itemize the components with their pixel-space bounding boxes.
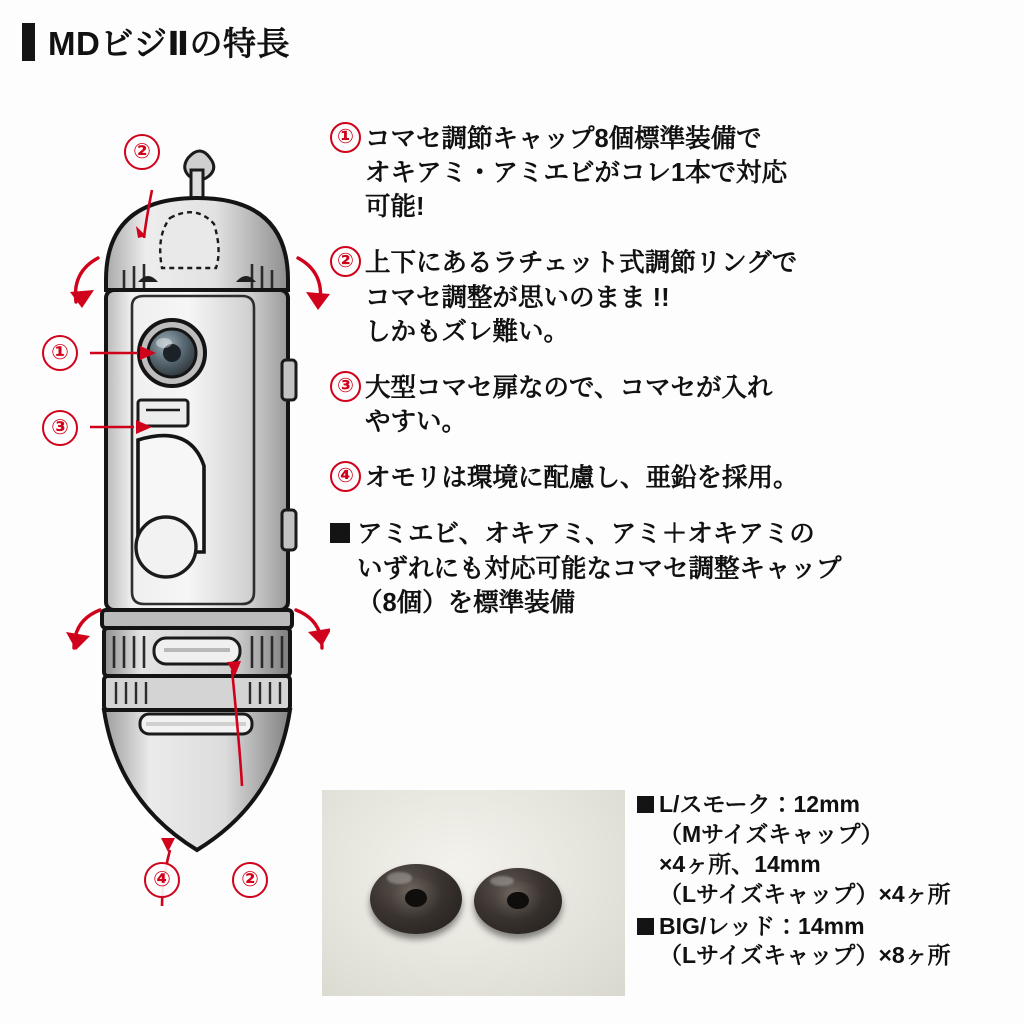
feature-line: 可能!: [365, 193, 425, 222]
feature-line: しかもズレ難い。: [365, 317, 570, 346]
feature-line: アミエビ、オキアミ、アミ＋オキアミの: [357, 520, 815, 549]
callout-zinc-sinker: ④: [144, 862, 180, 898]
spec-line: （Lサイズキャップ）×4ヶ所: [659, 880, 951, 907]
feature-line: やすい。: [365, 408, 468, 437]
feature-line: 上下にあるラチェット式調節リングで: [365, 249, 798, 278]
feature-item-4: [330, 461, 1010, 495]
feature-list: [330, 122, 1010, 642]
feature-marker-1: ①: [330, 122, 361, 153]
feature-line: コマセ調整が思いのまま !!: [365, 283, 670, 312]
feature-text-1: [365, 122, 787, 224]
spec-line: （Lサイズキャップ）×8ヶ所: [659, 942, 951, 969]
feature-line: いずれにも対応可能なコマセ調整キャップ: [357, 554, 842, 583]
feature-marker-3: ③: [330, 371, 361, 402]
feature-line: 大型コマセ扉なので、コマセが入れ: [365, 373, 773, 402]
callout-bottom-ring: ②: [232, 862, 268, 898]
spec-line: （Mサイズキャップ）: [659, 820, 884, 847]
feature-line: （8個）を標準装備: [357, 588, 576, 617]
square-bullet-icon: [637, 796, 654, 813]
spec-line: BIG/レッド：14mm: [659, 912, 865, 939]
feature-line: コマセ調節キャップ8個標準装備で: [365, 125, 762, 153]
feature-line: オキアミ・アミエビがコレ1本で対応: [365, 159, 788, 188]
feature-marker-2: ②: [330, 246, 361, 277]
spec-line: ×4ヶ所、14mm: [659, 850, 821, 877]
product-illustration: [20, 110, 330, 920]
title-accent-bar: [22, 23, 35, 61]
caps-detail-block: [322, 790, 1022, 1020]
feature-text-4: [365, 461, 799, 495]
cap-highlight: [387, 872, 413, 883]
spec-text-smoke: [659, 790, 951, 910]
caps-photo: [322, 790, 625, 996]
spec-text-big-red: [659, 912, 951, 972]
callout-adjust-cap: ①: [42, 335, 78, 371]
spec-item-big-red: [637, 912, 951, 972]
feature-item-1: [330, 122, 1010, 224]
cap-hole: [507, 892, 528, 909]
feature-text-3: [365, 371, 773, 439]
square-bullet-icon: [330, 523, 350, 543]
title-text: MDビジⅡの特長: [48, 25, 291, 62]
photo-background: [322, 790, 625, 996]
cap-spec-list: [637, 790, 951, 1020]
callout-top-ring: ②: [124, 134, 160, 170]
page-title: [22, 18, 290, 65]
cap-photo-left: [370, 864, 462, 934]
square-bullet-icon: [637, 918, 654, 935]
callout-chum-door: ③: [42, 410, 78, 446]
spec-item-smoke: [637, 790, 951, 910]
product-illustration-svg: [20, 110, 330, 920]
feature-item-2: [330, 246, 1010, 348]
cap-photo-right: [474, 868, 562, 934]
spec-line: L/スモーク：12mm: [659, 791, 861, 817]
feature-marker-4: ④: [330, 461, 361, 492]
feature-item-3: [330, 371, 1010, 439]
feature-line: オモリは環境に配慮し、亜鉛を採用。: [365, 464, 799, 493]
feature-text-5: [357, 517, 842, 619]
feature-item-5: [330, 517, 1010, 619]
feature-text-2: [365, 246, 797, 348]
